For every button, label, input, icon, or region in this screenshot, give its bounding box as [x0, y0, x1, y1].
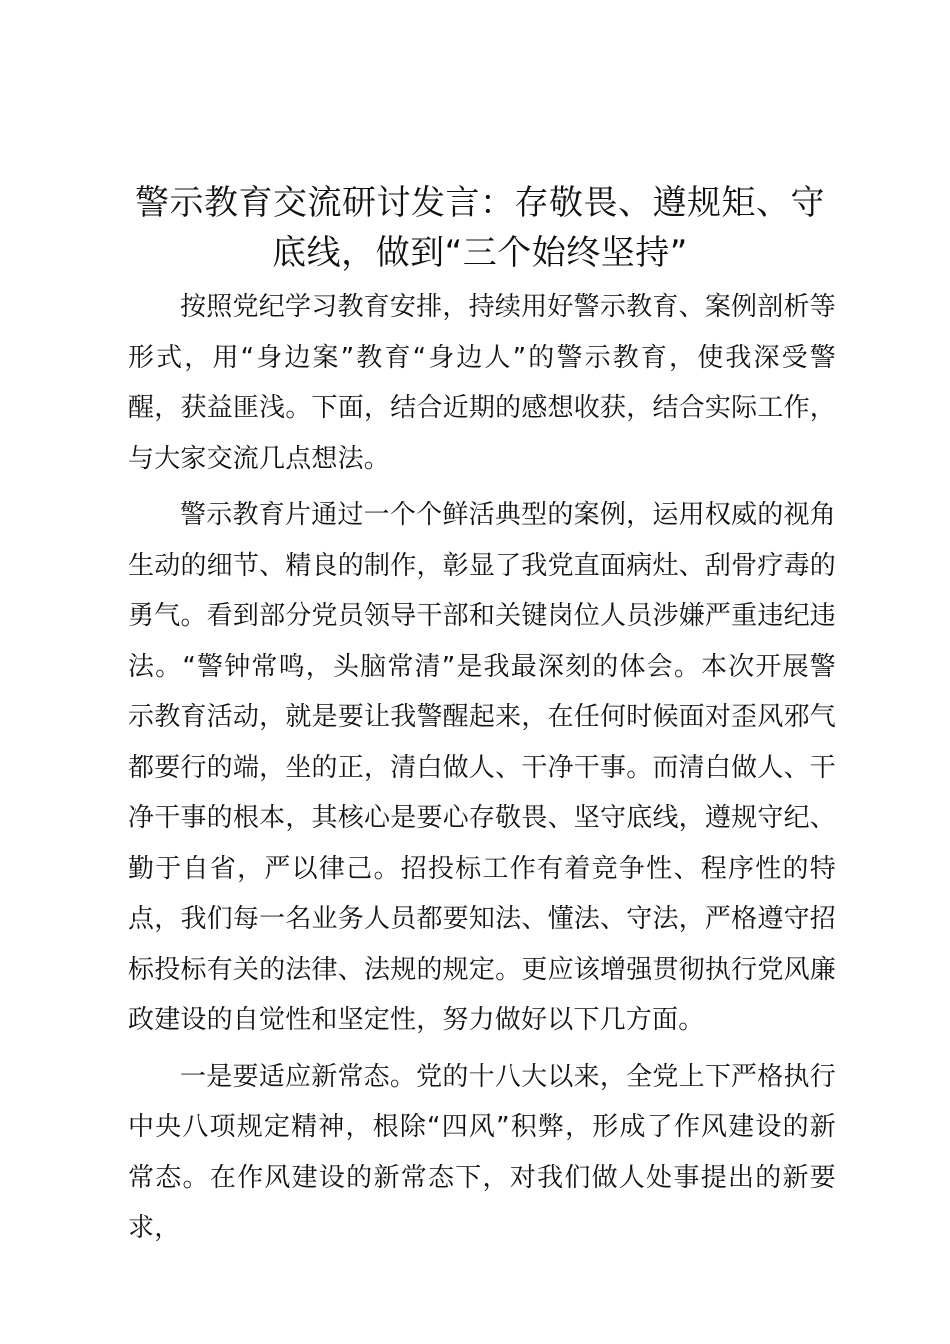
- document-title-line-2: 底线，做到“三个始终坚持”: [272, 233, 688, 273]
- paragraph-1: 按照党纪学习教育安排，持续用好警示教育、案例剖析等形式，用“身边案”教育“身边人”的警示教育，使我深受警醒，获益匪浅。下面，结合近期的感想收获，结合实际工作，与大家交流几点想法。: [128, 292, 836, 474]
- document-body: [128, 282, 836, 1260]
- document-title: [110, 178, 850, 278]
- paragraph-2: 警示教育片通过一个个鲜活典型的案例，运用权威的视角生动的细节、精良的制作，彰显了我党直面病灶、刮骨疗毒的勇气。看到部分党员领导干部和关键岗位人员涉嫌严重违纪违法。“警钟常鸣，头脑常清”是我最深刻的体会。本次开展警示教育活动，就是要让我警醒起来，在任何时候面对歪风邪气都要行的端，坐的正，清白做人、干净干事。而清白做人、干净干事的根本，其核心是要心存敬畏、坚守底线，遵规守纪、勤于自省，严以律己。招投标工作有着竞争性、程序性的特点，我们每一名业务人员都要知法、懂法、守法，严格遵守招标投标有关的法律、法规的规定。更应该增强贯彻执行党风廉政建设的自觉性和坚定性，努力做好以下几方面。: [128, 500, 836, 1035]
- document-title-line-1: 警示教育交流研讨发言：存敬畏、遵规矩、守: [135, 183, 825, 223]
- paragraph-3: 一是要适应新常态。党的十八大以来，全党上下严格执行中央八项规定精神，根除“四风”积弊，形成了作风建设的新常态。在作风建设的新常态下，对我们做人处事提出的新要求，: [128, 1061, 836, 1243]
